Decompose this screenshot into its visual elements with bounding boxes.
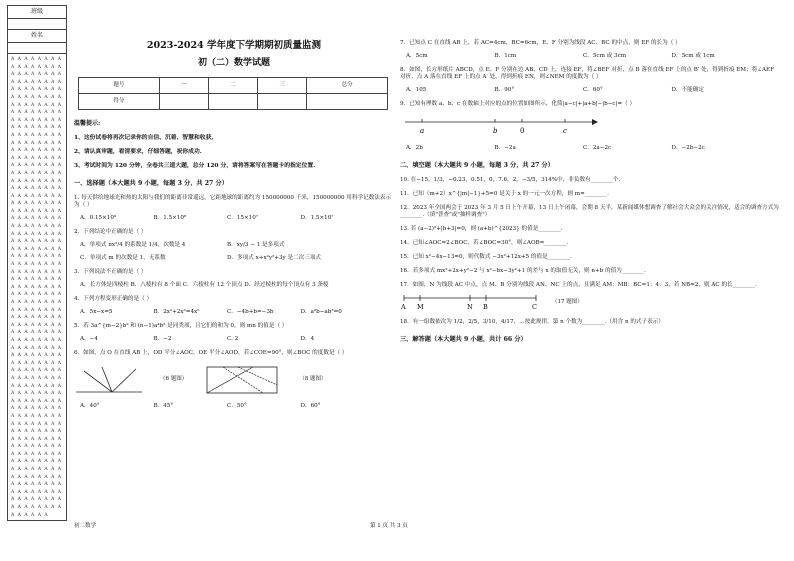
segment-label: M [417,303,424,312]
footer-page-number: 第 1 页 共 3 页 [370,523,408,529]
section-heading: 一、选择题（本大题共 9 小题，每题 3 分，共 27 分） [74,180,228,188]
option[interactable]: B．1cm [494,52,517,59]
figure-17-label: （17 题图） [552,299,583,306]
option[interactable]: B．2x²+2x³=4x⁵ [153,308,200,315]
figure-8-label: （8 题图） [299,376,327,383]
score-row-label: 得分 [79,94,160,110]
figure-6-label: （6 题图） [160,376,188,383]
option[interactable]: B．45° [153,402,174,409]
question-17: 17．如图，N 为线段 AC 中点，点 M、B 分别为线段 AN、NC 上的点，且满足 AM：MB：BC=1：4：3，若 NB=2，则 AC 的长________. [400,281,757,288]
question-12: 12．2023 年全国两会于 2023 年 3 月 5 日上午开幕，13 日上午闭幕，会期 8 天半，某新闻媒体想调查了解社会大众会的关注情况，适合的调查方式为________.（填"普查"或"抽样调查"） [400,204,779,218]
figures-row [74,363,394,397]
exam-title: 2023-2024 学年度下学期期初质量监测 [146,40,322,51]
section-heading: 二、填空题（本大题共 9 小题，每题 3 分，共 27 分） [400,161,554,169]
question-6: 6．如图，点 O 在直线 AB 上，OD 平分∠AOC，OE 平分∠AOD，若∠COE=90°，则∠BOC 的度数是（ ） [74,349,348,356]
tips-heading: 温馨提示: [74,120,101,128]
option[interactable]: D．不能确定 [671,86,704,93]
score-cell[interactable] [307,94,388,110]
option[interactable]: D．5cm 或 1cm [671,52,715,59]
option[interactable]: D．−2b−2c [671,144,705,151]
segment-figure-row [400,292,780,312]
question-7: 7．已知点 C 在直线 AB 上，若 AC=4cm，BC=6cm，E、F 分别为线段 AC、BC 的中点，则 EF 的长为（ ） [400,40,681,46]
rectangle-fold-figure [203,363,283,397]
option[interactable]: B．−2 [153,335,172,342]
option[interactable]: D．1.5×10⁷ [300,215,334,222]
question-4: 4．下列方程变形正确的是（ ） [74,295,153,302]
binding-sidebar [7,5,67,521]
option[interactable]: C．−4b+b=−3b [227,308,274,315]
question-7-options [400,53,780,60]
tip-item: 3、考试时间为 120 分钟，全卷共三道大题，总分 120 分，请将答案写在答题卡的指定位置. [74,163,316,170]
question-2-options-row1 [74,242,394,249]
question-3: 3．下列说法不正确的是（ ） [74,268,147,275]
option[interactable]: A．40° [80,402,100,409]
question-11: 11．已知（m+2）x^{|m|−1}+5=0 是关于 x 的一元一次方程，则 m=________. [400,190,609,197]
question-6-options [74,403,394,410]
class-label: 班级 [8,6,66,19]
question-1-options [74,215,394,222]
option[interactable]: C．单项式 m 的次数是 1，无系数 [80,255,166,261]
option[interactable]: D．a²b−ab²=0 [300,308,342,315]
segment-label: A [401,303,406,312]
question-16: 16．若多项式 mx²+2x+y²−2 与 x²−bx−3y²+1 的差与 x 的取值无关，则 n+b 的值为________. [400,267,646,274]
option[interactable]: A．5cm [406,52,428,59]
question-9-options [400,145,780,152]
question-8: 8．如图，长方形纸片 ABCD，点 E、F 分别在边 AB、CD 上，连接 EF，将∠BEF 对折，点 B 落在直线 EF 上的点 B′ 处，得到折痕 EM；将∠AEF 对折，点 A 落在直线 EF 上的点 A′ 处，得到折痕 EN，则∠NEM 的度数为（ ） [400,66,774,80]
option[interactable]: A．105 [406,86,427,93]
segment-figure [400,292,540,312]
left-column [74,40,394,410]
question-1: 1. 每天供给地球光和热的太阳与我们的距离非常遥远，它距地球的距离约为 150000000 千米，150000000 用科学记数法表示为（ ） [74,195,392,209]
question-15: 15．已知 x²−4x−13=0，则代数式 −3x²+12x+5 的值是________. [400,253,572,260]
score-cell[interactable] [258,94,307,110]
section-heading: 三、解答题（本大题共 9 小题，共计 66 分） [400,336,527,344]
option[interactable]: C. 2 [227,335,239,342]
option[interactable]: C．50° [227,402,247,409]
binding-line-pattern: A A A A A A A A A A A A A A A A A A A A A A A A A A A A A A A A A A A A A A A A A A A A A A A A A A A A A A A A A A A A A A A A A A A A A A A A A A A A A A A A A A A A A A A A A A A A A A A A A A A A A A A A A A A A A A A A A A A A A A A A A A A A A A A A A A A A A A A A A A A A A A A A A A A A A A A A A A A A A A A A A A A A A A A A A A A A A A A A A A A A A A A A A A A A A A A A A A A A A A A A A A A A A A A A A A A A A A A A A A A A A A A A A A A A A A A A A A A A A A A A A A A A A A A A A A A A A A A A A A A A A A A A A A A A A A A A A A A A A A A A A A A A A A A A A A A A A A A A A A A A A A A A A A A A A A A A A A A A A A A A A A A A A A A A A A A A A A A A A A A A A A A A A A A A A A A A A A A A A A A A A A A A A A A A A A A A A A A A A A A A A A A A A A A A A A A A A A A A A A A A A A A A A A A A A A A A A A A A A A A A A A A A A A A A A A A A A A A A A A A A A A A A A A A A A A A A A A A A A A A A A A A A A A A A A A A A A A A A A A A A A A A A A A [11,57,63,518]
question-10: 10. 在−15，1/3，−0.23，0.51，0，7.6，2，−3/5，314%中，非负数有________个. [400,176,621,183]
number-line-figure [400,114,600,136]
option[interactable]: D．60° [300,402,321,409]
question-8-options [400,87,780,94]
right-column [400,40,780,344]
option[interactable]: A．5x−x=5 [80,308,113,315]
tip-item: 2、请认真审题，看清要求，仔细答题，祝你成功. [74,148,202,155]
score-cell[interactable] [208,94,257,110]
score-table [78,77,388,110]
footer-subject: 初二数学 [74,523,97,529]
question-2: 2．下列结论中正确的是（ ） [74,229,147,236]
numline-label-c: c [563,126,567,135]
score-cell[interactable] [159,94,208,110]
option[interactable]: B．−2a [494,144,516,151]
option[interactable]: A．2b [406,144,423,151]
tip-item: 1、这份试卷将再次记录你的自信、沉着、智慧和收获, [74,134,214,141]
option[interactable]: A．单项式 πx²/4 的系数是 1/4，次数是 4 [80,242,186,249]
angle-figure [74,365,144,395]
question-5-options [74,336,394,343]
numline-label-0: 0 [520,126,525,135]
option[interactable]: D．多项式 x+x²y²+3y 是二次三项式 [227,255,322,261]
question-14: 14．已知∠AOC=2∠BOC，若∠BOC=30°，则∠AOB=________. [400,239,569,246]
segment-label: C [532,303,537,312]
option[interactable]: B．1.5×10⁸ [153,215,187,222]
numline-label-a: a [420,126,425,135]
score-header-cell: 总分 [307,78,388,94]
question-2-options-row2 [74,255,394,262]
option[interactable]: A．0.15×10⁹ [80,215,117,222]
option[interactable]: B．xy/3 − 1 是多项式 [227,242,285,249]
name-label: 姓名 [8,30,66,43]
score-header-cell: 三 [258,78,307,94]
option[interactable]: A．长方体是四棱柱 B．八棱柱有 8 个面 C．六棱柱有 12 个顶点 D．经过棱柱的每个顶点有 3 条棱 [80,281,329,288]
option[interactable]: C．60° [583,86,603,93]
question-5: 5．若 3a^{m−2}b² 和 (n−1)a⁴b² 是同类项，且它们的和为 0，则 mn 的值是（ ） [74,322,288,329]
option[interactable]: D．4 [300,335,315,342]
score-header-cell: 二 [208,78,257,94]
option[interactable]: C．15×10⁷ [227,215,259,222]
score-header-cell: 一 [159,78,208,94]
segment-label: N [467,303,473,312]
score-header-cell: 题号 [79,78,160,94]
option[interactable]: C．2a−2c [583,144,612,151]
exam-subtitle: 初（二）数学试题 [197,57,270,68]
question-18: 18．有一组数依次为 1/2，2/5，3/10，4/17，…按此规律，第 n 个数为________.（用含 n 的式子表示） [400,319,664,326]
question-3-options [74,282,394,289]
segment-label: B [483,303,488,312]
numline-label-b: b [493,126,498,135]
option[interactable]: C．5cm 或 3cm [583,52,627,59]
option[interactable]: A．−4 [80,335,98,342]
option[interactable]: B．90° [494,86,515,93]
question-9: 9．已知有理数 a、b、c 在数轴上对应的点的位置如图所示，化简|a−c|+|a+b|−|b−c|=（ ） [400,100,636,107]
question-13: 13. 若 (a−2)²+|b+3|=0，则 (a+b)^{2023} 的值是________. [400,225,563,232]
question-4-options [74,309,394,316]
